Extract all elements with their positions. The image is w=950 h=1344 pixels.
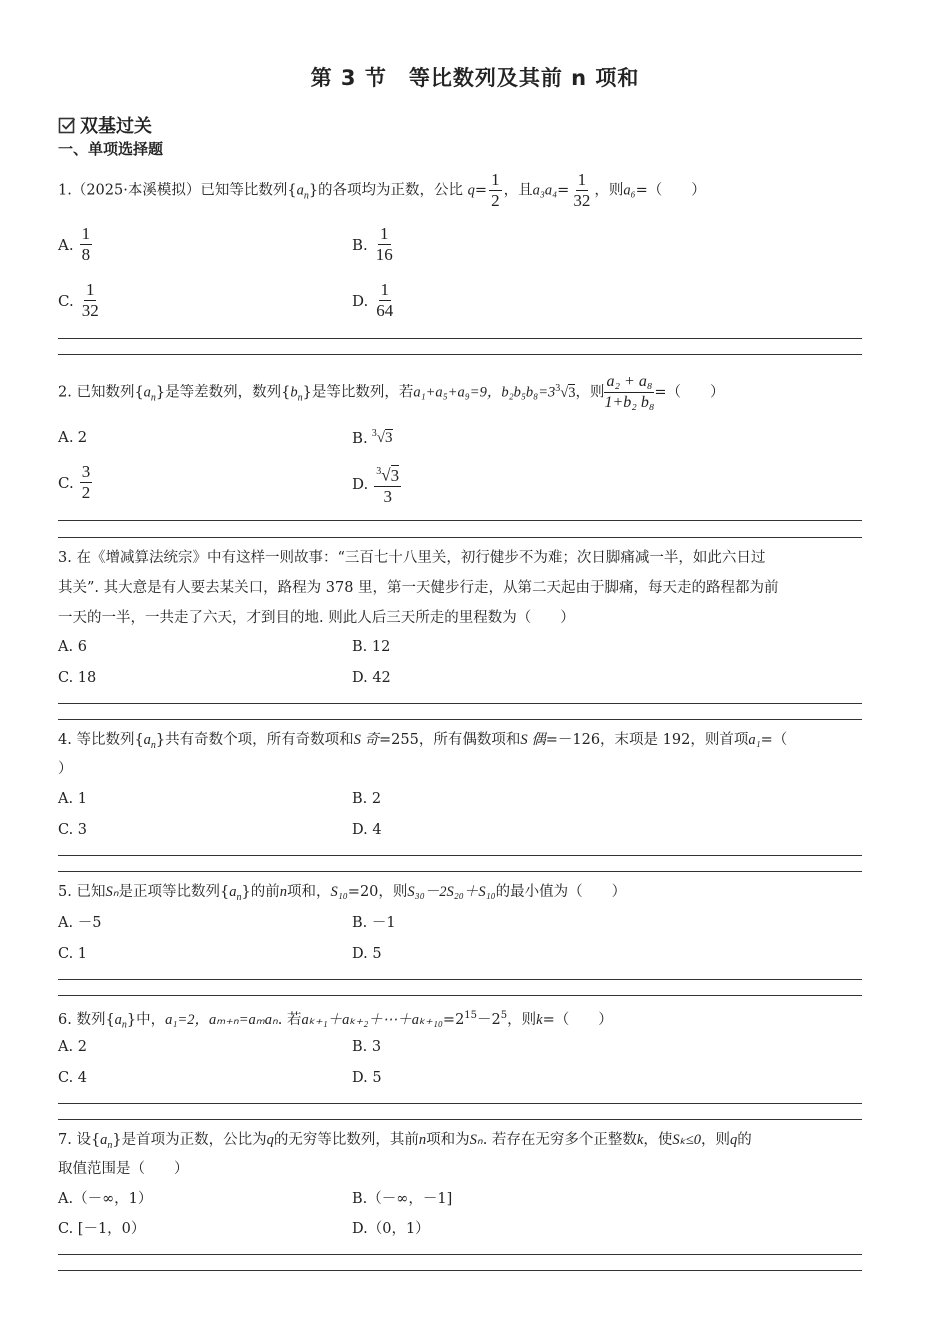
q5-stem: 5. 已知Sₙ是正项等比数列$\{a_n\}$的前n项和，S₁₀=20，则S₃₀－2S₂₀＋S₁₀的最小值为（ ）: [58, 884, 627, 903]
q5-option-d[interactable]: D. 5: [352, 946, 382, 962]
q2-stem: 2. 已知数列$\{a_n\}$是等差数列，数列$\{b_n\}$是等比数列，若a₁+a₅+a₉=9，$b_2b_5b_8=3^3√3$，则 $\frac{\text{a₂ + a₈}}{\text{1+b₂ b₈}}$ =（ ）: [58, 373, 725, 411]
q3-option-d[interactable]: D. 42: [352, 670, 391, 686]
q3-stem-line3: 一天的一半，一共走了六天，才到目的地. 则此人后三天所走的里程数为（ ）: [58, 610, 575, 626]
q2-option-c[interactable]: C. $\frac{3}{2}$: [58, 462, 91, 502]
q1-option-a[interactable]: A. $\frac{1}{8}$: [58, 224, 91, 264]
q5-option-a[interactable]: A. －5: [58, 915, 102, 931]
q4-option-a[interactable]: A. 1: [58, 791, 87, 807]
q2-option-a[interactable]: A. 2: [58, 428, 88, 446]
q2-option-b[interactable]: B. $^3$√3: [352, 428, 393, 447]
answer-line[interactable]: [58, 1103, 862, 1104]
q1-product-fraction: $\frac{1}{32}$: [573, 170, 591, 210]
q3-option-c[interactable]: C. 18: [58, 670, 97, 686]
q1-stem: 1.（2025·本溪模拟）已知等比数列$\{a_n\}$的各项均为正数，公比 q= $\frac{1}{2}$ ，且a₃a₄= $\frac{1}{32}$ ，则a₆=（ ）: [58, 170, 706, 210]
section-header: [58, 112, 152, 138]
answer-line[interactable]: [58, 855, 862, 856]
q4-stem-line2: ）: [58, 761, 73, 777]
q1-ratio-fraction: $\frac{1}{2}$: [491, 170, 500, 210]
q5-option-b[interactable]: B. －1: [352, 915, 396, 931]
q7-option-d[interactable]: D.（0，1）: [352, 1221, 430, 1237]
q7-stem-line2: 取值范围是（ ）: [58, 1161, 189, 1177]
q4-option-c[interactable]: C. 3: [58, 822, 88, 838]
answer-line[interactable]: [58, 537, 862, 538]
page-title: 第 3 节 等比数列及其前 n 项和: [310, 66, 640, 90]
q4-stem: 4. 等比数列$\{a_n\}$共有奇数个项，所有奇数项和S 奇=255，所有偶数项和S 偶=－126，末项是 192，则首项a₁=（: [58, 732, 788, 751]
q1-option-d[interactable]: D. $\frac{1}{64}$: [352, 280, 394, 320]
q6-option-c[interactable]: C. 4: [58, 1070, 88, 1086]
q3-stem-line2: 其关”. 其大意是有人要去某关口，路程为 378 里，第一天健步行走，从第二天起由于脚痛，每天走的路程都为前: [58, 580, 779, 596]
q3-option-a[interactable]: A. 6: [58, 639, 87, 655]
answer-line[interactable]: [58, 1254, 862, 1255]
answer-line[interactable]: [58, 338, 862, 339]
answer-line[interactable]: [58, 1119, 862, 1120]
q7-option-a[interactable]: A.（－∞，1）: [58, 1191, 153, 1207]
answer-line[interactable]: [58, 354, 862, 355]
answer-line[interactable]: [58, 719, 862, 720]
q4-option-b[interactable]: B. 2: [352, 791, 382, 807]
answer-line[interactable]: [58, 995, 862, 996]
q3-stem-line1: 3. 在《增减算法统宗》中有这样一则故事：“三百七十八里关，初行健步不为难；次日脚痛减一半，如此六日过: [58, 550, 766, 566]
q1-option-c[interactable]: C. $\frac{1}{32}$: [58, 280, 99, 320]
q6-stem: 6. 数列$\{a_n\}$中，a₁=2，aₘ₊ₙ=aₘaₙ. 若$a_{k+1}+a_{k+2}+\cdots+a_{k+10}=2^{15}-2^5$，则k=（ ）: [58, 1010, 613, 1031]
section-label: 双基过关: [80, 116, 152, 137]
q2-expression-fraction: $\frac{\text{a₂ + a₈}}{\text{1+b₂ b₈}}$: [604, 373, 655, 411]
q7-option-c[interactable]: C. [－1，0）: [58, 1221, 146, 1237]
q1-option-b[interactable]: B. $\frac{1}{16}$: [352, 224, 393, 264]
answer-line[interactable]: [58, 703, 862, 704]
q7-stem: 7. 设$\{a_n\}$是首项为正数，公比为q的无穷等比数列，其前n项和为Sₙ. 若存在无穷多个正整数k，使Sₖ≤0，则q的: [58, 1132, 752, 1151]
q6-option-a[interactable]: A. 2: [58, 1039, 87, 1055]
subsection-title: 一、单项选择题: [58, 140, 164, 158]
q4-option-d[interactable]: D. 4: [352, 822, 382, 838]
answer-line[interactable]: [58, 1270, 862, 1271]
q3-option-b[interactable]: B. 12: [352, 639, 391, 655]
q2-option-d[interactable]: D. $\frac{^3√3}{3}$: [352, 462, 403, 507]
answer-line[interactable]: [58, 520, 862, 521]
answer-line[interactable]: [58, 979, 862, 980]
q6-option-b[interactable]: B. 3: [352, 1039, 382, 1055]
q7-option-b[interactable]: B.（－∞，－1]: [352, 1191, 453, 1207]
q6-option-d[interactable]: D. 5: [352, 1070, 382, 1086]
answer-line[interactable]: [58, 871, 862, 872]
q5-option-c[interactable]: C. 1: [58, 946, 88, 962]
checkbox-icon: [58, 116, 76, 134]
